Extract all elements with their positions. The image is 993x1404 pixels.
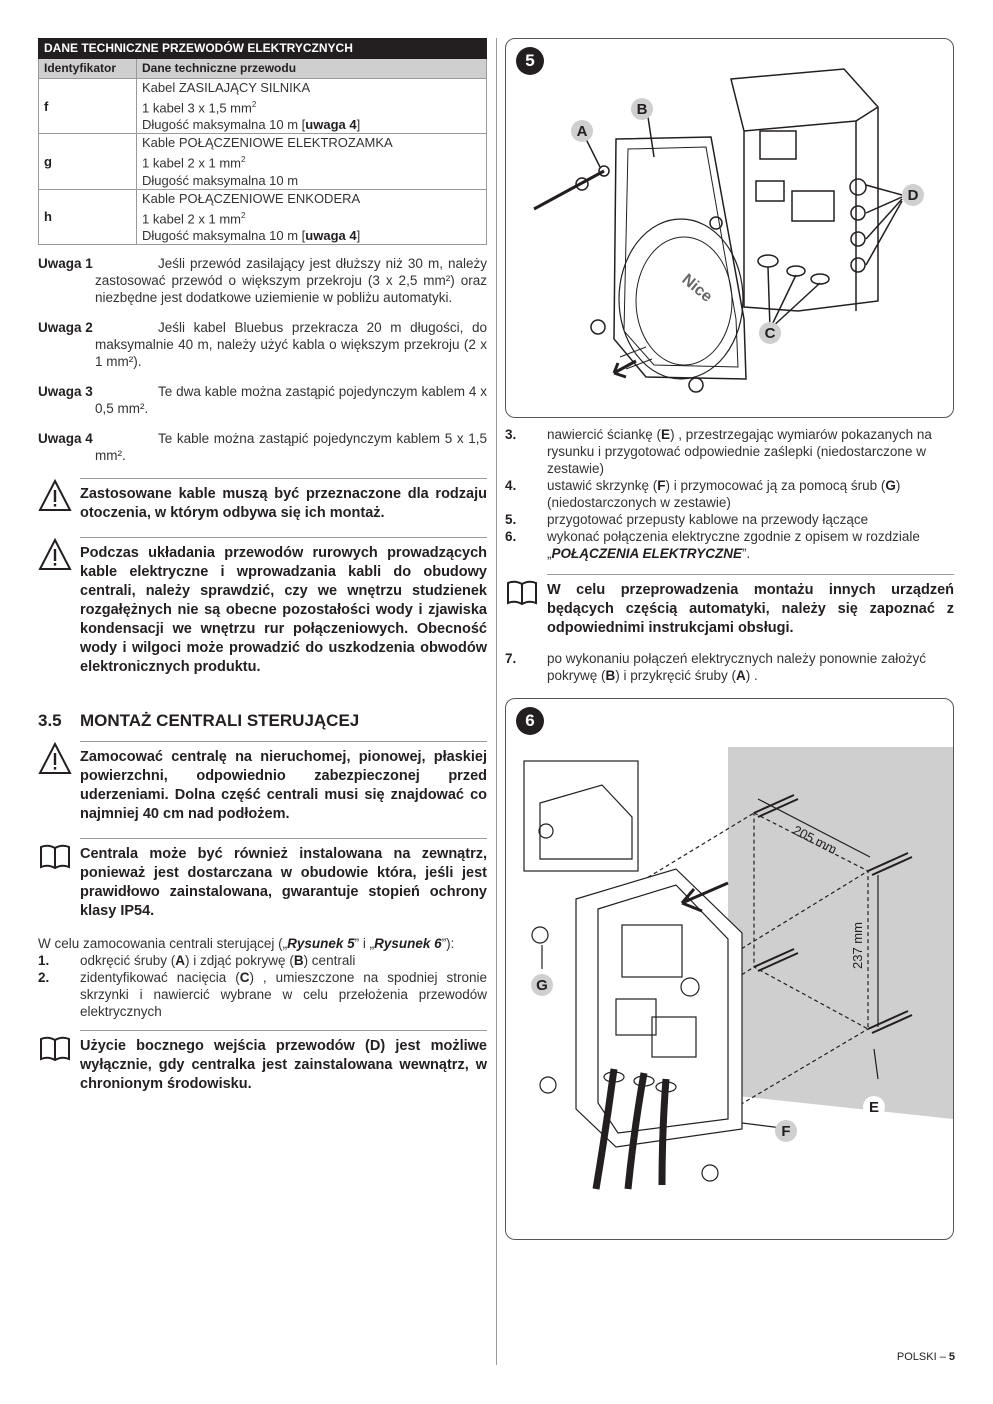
step-3: 3. nawiercić ściankę (E) , przestrzegając wymiarów pokazanych na rysunku i przygotować odpowiednie zaślepki (niedostarczone w zestawie): [505, 427, 932, 476]
section-heading: 3.5 MONTAŻ CENTRALI STERUJĄCEJ: [38, 710, 360, 730]
row-desc: Kable POŁĄCZENIOWE ELEKTROZAMKA 1 kabel 2 x 1 $mm^2$ Długość maksymalna 10 m: [137, 134, 487, 189]
figure-number: 6: [516, 707, 544, 735]
step-7: 7. po wykonaniu połączeń elektrycznych należy ponownie założyć pokrywę (B) i przykręcić śruby (A) .: [505, 651, 926, 683]
warning-cables: Zastosowane kable muszą być przeznaczone dla rodzaju otoczenia, w którym odbywa się ich montaż.: [80, 478, 487, 523]
info-outdoor: Centrala może być również instalowana na zewnątrz, ponieważ jest dostarczana w obudowie która, jeśli jest prawidłowo zainstalowana, gwarantuje stopień ochrony klasy IP54.: [80, 838, 487, 921]
page-footer: POLSKI – 5: [896, 1351, 955, 1363]
callout-b: B: [636, 101, 648, 118]
warning-water: Podczas układania przewodów rurowych prowadzących kable elektryczne i wprowadzania kabli do obudowy centrali, należy sprawdzić, czy we wnętrzu studzienek rozgałężnych nie są obecne pozostałości wody i zjawiska kondensacji we wnętrzu rur połączeniowych. Obecność wody i wilgoci może prowadzić do uszkodzenia obwodów elektronicznych produktu.: [80, 537, 487, 677]
nice-logo: Nice: [678, 271, 716, 306]
callout-g: G: [536, 977, 548, 994]
table-title: DANE TECHNICZNE PRZEWODÓW ELEKTRYCZNYCH: [39, 39, 487, 59]
warning-icon: [38, 538, 72, 572]
figure-5: [505, 38, 954, 418]
note-3: Uwaga 3 Te dwa kable można zastąpić pojedynczym kablem 4 x 0,5 mm².: [38, 383, 487, 416]
table-row: [39, 189, 487, 244]
dimension-vertical: 237 mm: [850, 922, 865, 969]
info-other-devices: W celu przeprowadzenia montażu innych urządzeń będących częścią automatyki, należy się zapoznać z odpowiednimi instrukcjami obsługi.: [547, 574, 954, 638]
callout-d: D: [907, 187, 919, 204]
column-divider: [496, 38, 497, 1365]
table-header-desc: Dane techniczne przewodu: [137, 59, 487, 79]
book-icon: [505, 575, 539, 609]
book-icon: [38, 839, 72, 873]
warning-icon: [38, 479, 72, 513]
cable-spec-table: [38, 38, 487, 245]
row-desc: Kable POŁĄCZENIOWE ENKODERA 1 kabel 2 x 1 $mm^2$ Długość maksymalna 10 m [uwaga 4]: [137, 189, 487, 244]
info-side-entry: Użycie bocznego wejścia przewodów (D) jest możliwe wyłącznie, gdy centralka jest zainstalowana wewnątrz, w chronionym środowisku.: [80, 1030, 487, 1094]
table-row: [39, 79, 487, 134]
row-id: f: [39, 79, 137, 134]
figure-number: 5: [516, 47, 544, 75]
figure-6: [505, 698, 954, 1240]
callout-a: A: [576, 123, 588, 140]
row-id: h: [39, 189, 137, 244]
step-5: 5. przygotować przepusty kablowe na przewody łączące: [505, 512, 869, 527]
warning-mounting: Zamocować centralę na nieruchomej, pionowej, płaskiej powierzchni, odpowiednio zabezpieczonej przed uderzeniami. Dolna część centrali musi się znajdować co najmniej 40 cm nad podłożem.: [80, 741, 487, 824]
right-column: [505, 38, 954, 1240]
note-4: Uwaga 4 Te kable można zastąpić pojedynczym kablem 5 x 1,5 mm².: [38, 430, 487, 463]
note-2: Uwaga 2 Jeśli kabel Bluebus przekracza 20 m długości, do maksymalnie 40 m, należy użyć kabla o większym przekroju (2 x 1 mm²).: [38, 319, 487, 369]
step-1: 1. odkręcić śruby (A) i zdjąć pokrywę (B) centrali: [38, 952, 356, 968]
figure-6-drawing: [506, 699, 953, 1239]
callout-e: E: [868, 1099, 880, 1116]
row-desc: Kabel ZASILAJĄCY SILNIKA 1 kabel 3 x 1,5 $mm^2$ Długość maksymalna 10 m [uwaga 4]: [137, 79, 487, 134]
callout-c: C: [764, 325, 776, 342]
dimension-horizontal: 205 mm: [790, 822, 840, 857]
figure-5-drawing: [506, 39, 953, 417]
mounting-intro: W celu zamocowania centrali sterującej („Rysunek 5” i „Rysunek 6”):: [38, 935, 455, 951]
callout-f: F: [781, 1123, 791, 1140]
warning-icon: [38, 742, 72, 776]
step-4: 4. ustawić skrzynkę (F) i przymocować ją za pomocą śrub (G) (niedostarczonych w zestawie): [505, 478, 901, 510]
left-column: [38, 38, 487, 1094]
table-header-id: Identyfikator: [39, 59, 137, 79]
table-row: [39, 134, 487, 189]
step-2: 2. zidentyfikować nacięcia (C) , umieszczone na spodniej stronie skrzynki i nawiercić wybrane w celu przełożenia przewodów elektrycznych: [38, 969, 487, 1019]
book-icon: [38, 1031, 72, 1065]
row-id: g: [39, 134, 137, 189]
note-1: Uwaga 1 Jeśli przewód zasilający jest dłuższy niż 30 m, należy zastosować przewód o większym przekroju (3 x 2,5 mm²) oraz niezbędne jest dodatkowe uziemienie w pobliżu automatyki.: [38, 255, 487, 305]
step-6: 6. wykonać połączenia elektryczne zgodnie z opisem w rozdziale „POŁĄCZENIA ELEKTRYCZNE”.: [505, 529, 920, 561]
steps-3-6: [505, 426, 954, 562]
